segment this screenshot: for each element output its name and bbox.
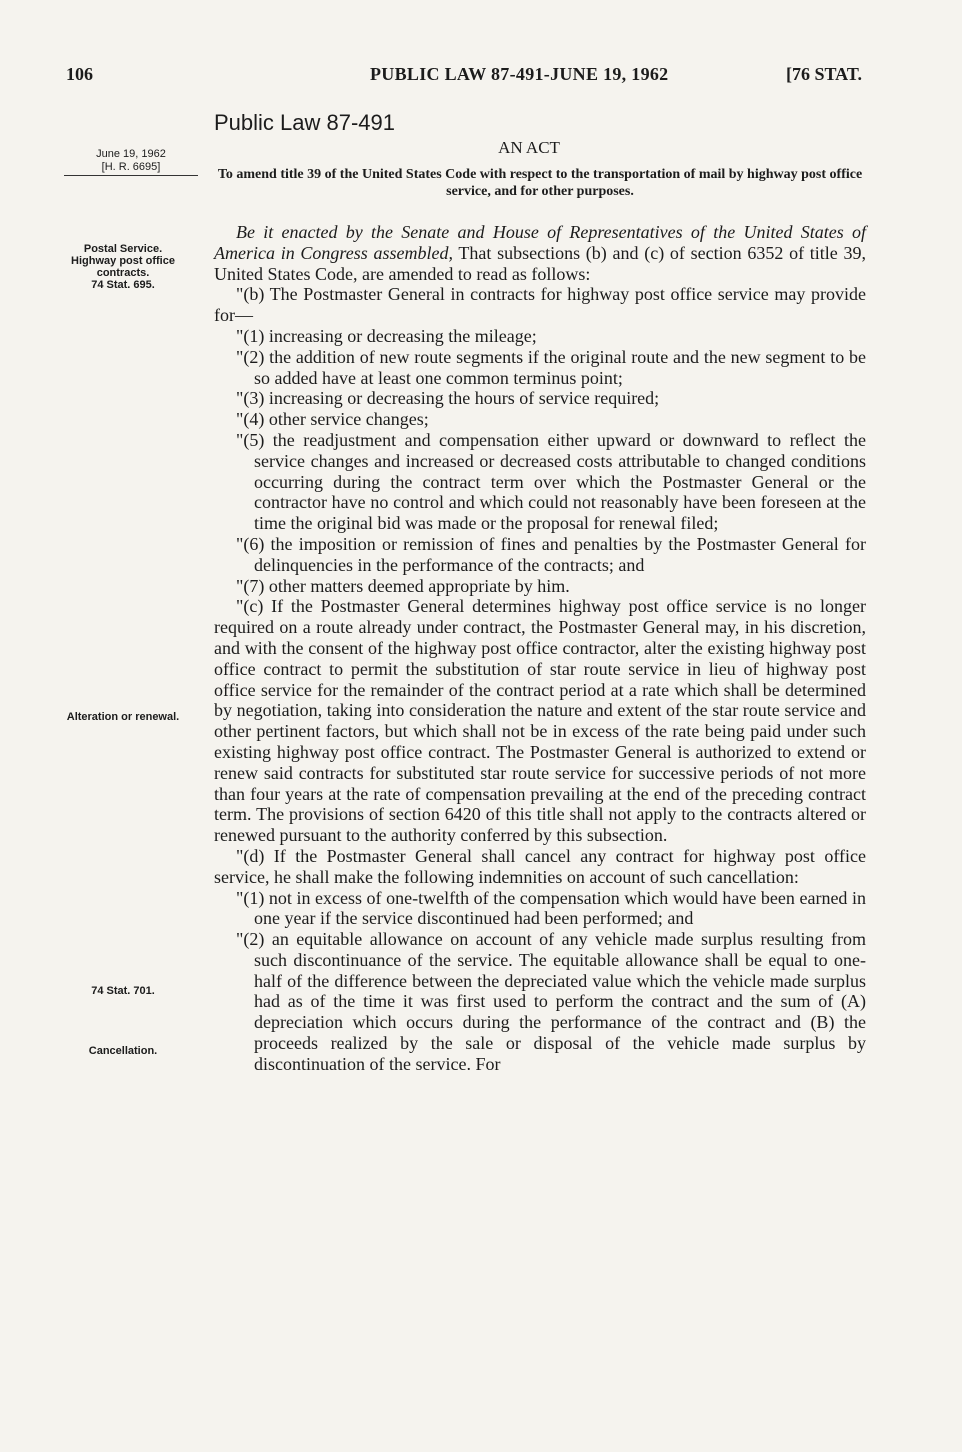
act-label: AN ACT [498,138,560,157]
section-b-item-4: "(4) other service changes; [236,409,429,430]
page-number: 106 [66,64,93,84]
bill-number: [H. R. 6695] [101,161,161,173]
enacting-clause [214,222,866,284]
margin-note-alteration: Alteration or renewal. [66,711,180,723]
act-purpose: To amend title 39 of the United States Code with respect to the transportation of mail by highway post office service, and for other purposes. [217,167,863,199]
enactment-date: June 19, 1962 [96,148,166,160]
volume-reference: [76 STAT. [786,64,863,84]
section-b-item-7: "(7) other matters deemed appropriate by him. [236,575,570,596]
section-b-item-3: "(3) increasing or decreasing the hours of service required; [236,388,660,409]
date-block [64,148,198,176]
section-b-item-1: "(1) increasing or decreasing the mileage; [236,325,537,346]
enacting-clause-italic: Be it enacted by the Senate and House of Representatives of the United States of America in Congress assembled, [214,222,866,263]
body-text [214,222,866,1075]
section-c: "(c) If the Postmaster General determines highway post office service is no longer required on a route already under contract, the Postmaster General may, in his discretion, and with the consent of the highway post office contractor, alter the existing highway post office contract to permit the substitution of star route service in lieu of highway post office service for the remainder of the contract period at a rate which shall be determined by negotiation, taking into consideration the nature and extent of the star route service and other pertinent factors, but which shall not be in excess of the rate being paid under such existing highway post office contract. The Postmaster General is authorized to extend or renew said contracts for substituted star route service for successive periods of not more than four years at the rate of compensation prevailing at the end of the preceding contract term. The provisions of section 6420 of this title shall not apply to the contracts altered or renewed pursuant to the authority conferred by this subsection. [214,596,866,846]
section-d-intro: "(d) If the Postmaster General shall cancel any contract for highway post office service, he shall make the following indemnities on account of such cancellation: [214,845,866,887]
section-b-item-6: "(6) the imposition or remission of fines and penalties by the Postmaster General for delinquencies in the performance of the contracts; and [236,533,866,575]
margin-note-postal-service: Postal Service. Highway post office contracts. 74 Stat. 695. [71,243,175,291]
section-b-intro: "(b) The Postmaster General in contracts for highway post office service may provide for— [214,284,866,326]
section-b-item-2: "(2) the addition of new route segments if the original route and the new segment to be so added have at least one common terminus point; [236,346,866,388]
section-b-item-5: "(5) the readjustment and compensation either upward or downward to reflect the service changes and increased or decreased costs attributable to changed conditions occurring during the contract term over which the Postmaster General or the contractor have no control and which could not reasonably have been foreseen at the time the original bid was made or the proposal for renewal filed; [236,429,866,534]
law-heading: Public Law 87-491 [214,110,396,135]
section-d-item-2: "(2) an equitable allowance on account of any vehicle made surplus resulting from such discontinuance of the service. The equitable allowance shall be equal to one-half of the difference between the depreciated value which the vehicle made surplus had as of the time it was first used to perform the contract and the sum of (A) depreciation which occurs during the performance of the contract and (B) the proceeds realized by the sale or disposal of the vehicle made surplus by discontinuation of the service. For [236,929,866,1074]
enacting-clause-rest: That subsections (b) and (c) of section 6352 of title 39, United States Code, are amended to read as follows: [214,242,867,284]
margin-note-stat-701: 74 Stat. 701. [91,985,155,997]
running-title: PUBLIC LAW 87-491-JUNE 19, 1962 [370,64,669,84]
section-d-item-1: "(1) not in excess of one-twelfth of the compensation which would have been earned in one year if the service discontinued had been performed; and [236,887,866,929]
margin-note-cancellation: Cancellation. [88,1045,158,1057]
